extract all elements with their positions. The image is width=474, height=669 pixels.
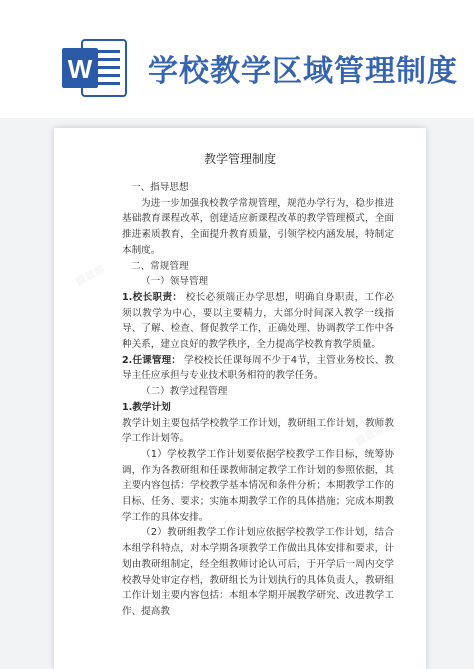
paragraph-text: （1）学校教学工作计划要依据学校教学工作目标，统筹协调，作为各教研组和任课教师制定教学工作计划的参照依据，其主要内容包括：学校教学基本情况和条件分析；本期教学工作的目标、任务、要求；实施本期教学工作的具体措施；完成本期教学工作的具体安排。 bbox=[122, 448, 394, 523]
document-title: 教学管理制度 bbox=[203, 152, 276, 166]
paragraph bbox=[122, 180, 394, 196]
banner-title: 学校教学区域管理制度 bbox=[148, 54, 458, 89]
document-page bbox=[54, 128, 426, 669]
paragraph-text: 为进一步加强我校教学常规管理，规范办学行为，稳步推进基础教育课程改革，创建适应新课程改革的教学管理模式，全面推进素质教育，全面提升教育质量，引领学校内涵发展，特制定本制度。 bbox=[122, 197, 394, 256]
watermark: ▦▦▦ bbox=[72, 261, 107, 288]
paragraph bbox=[122, 196, 394, 259]
paragraph-text: 校长必须端正办学思想，明确自身职责，工作必须以教学为中心，要以主要精力，大部分时间深入教学一线指导、了解、检查、督促教学工作，正确处理、协调教学工作中各种关系，建立良好的教学秩序，全力提高学校教育教学质量。 bbox=[122, 291, 394, 351]
paragraph bbox=[122, 290, 394, 353]
paragraph-text: （2）教研组教学工作计划应依据学校教学工作计划，结合本组学科特点，对本学期各项教学工作做出具体安排和要求，计划由教研组制定，经全组教师讨论认可后，于开学后一周内交学校教导处审定存档，教研组长为计划执行的具体负责人，教研组工作计划主要内容包括：本组本学期开展教学研究、改进教学工作、提高教 bbox=[122, 527, 394, 617]
paragraph bbox=[122, 259, 394, 275]
paragraph bbox=[122, 400, 394, 416]
paragraph-heading: 1.教学计划 bbox=[122, 401, 171, 413]
paragraph-text: （二）教学过程管理 bbox=[141, 386, 228, 398]
paragraph bbox=[122, 416, 394, 447]
paragraph-text: （一）领导管理 bbox=[141, 276, 209, 288]
watermark: ▦▦▦ bbox=[352, 421, 387, 448]
paragraph-text: 二、常规管理 bbox=[131, 260, 189, 272]
word-logo-icon bbox=[60, 34, 128, 102]
banner bbox=[0, 0, 474, 118]
document-body bbox=[122, 180, 394, 620]
logo-letter: W bbox=[67, 54, 93, 84]
paragraph bbox=[122, 384, 394, 400]
paragraph-heading: 2.任课管理： bbox=[122, 354, 181, 366]
paragraph-heading: 1.校长职责： bbox=[122, 291, 183, 303]
paragraph bbox=[122, 353, 394, 384]
paragraph bbox=[122, 274, 394, 290]
paragraph bbox=[122, 525, 394, 619]
paragraph-text: 一、指导思想 bbox=[131, 182, 189, 193]
paragraph-text: 学校校长任课每周不少于4节，主管业务校长、教导主任应承担与专业技术职务相符的教学任务。 bbox=[122, 354, 394, 382]
paragraph bbox=[122, 447, 394, 526]
paragraph-text: 教学计划主要包括学校教学工作计划，教研组工作计划，教师教学工作计划等。 bbox=[122, 417, 394, 445]
